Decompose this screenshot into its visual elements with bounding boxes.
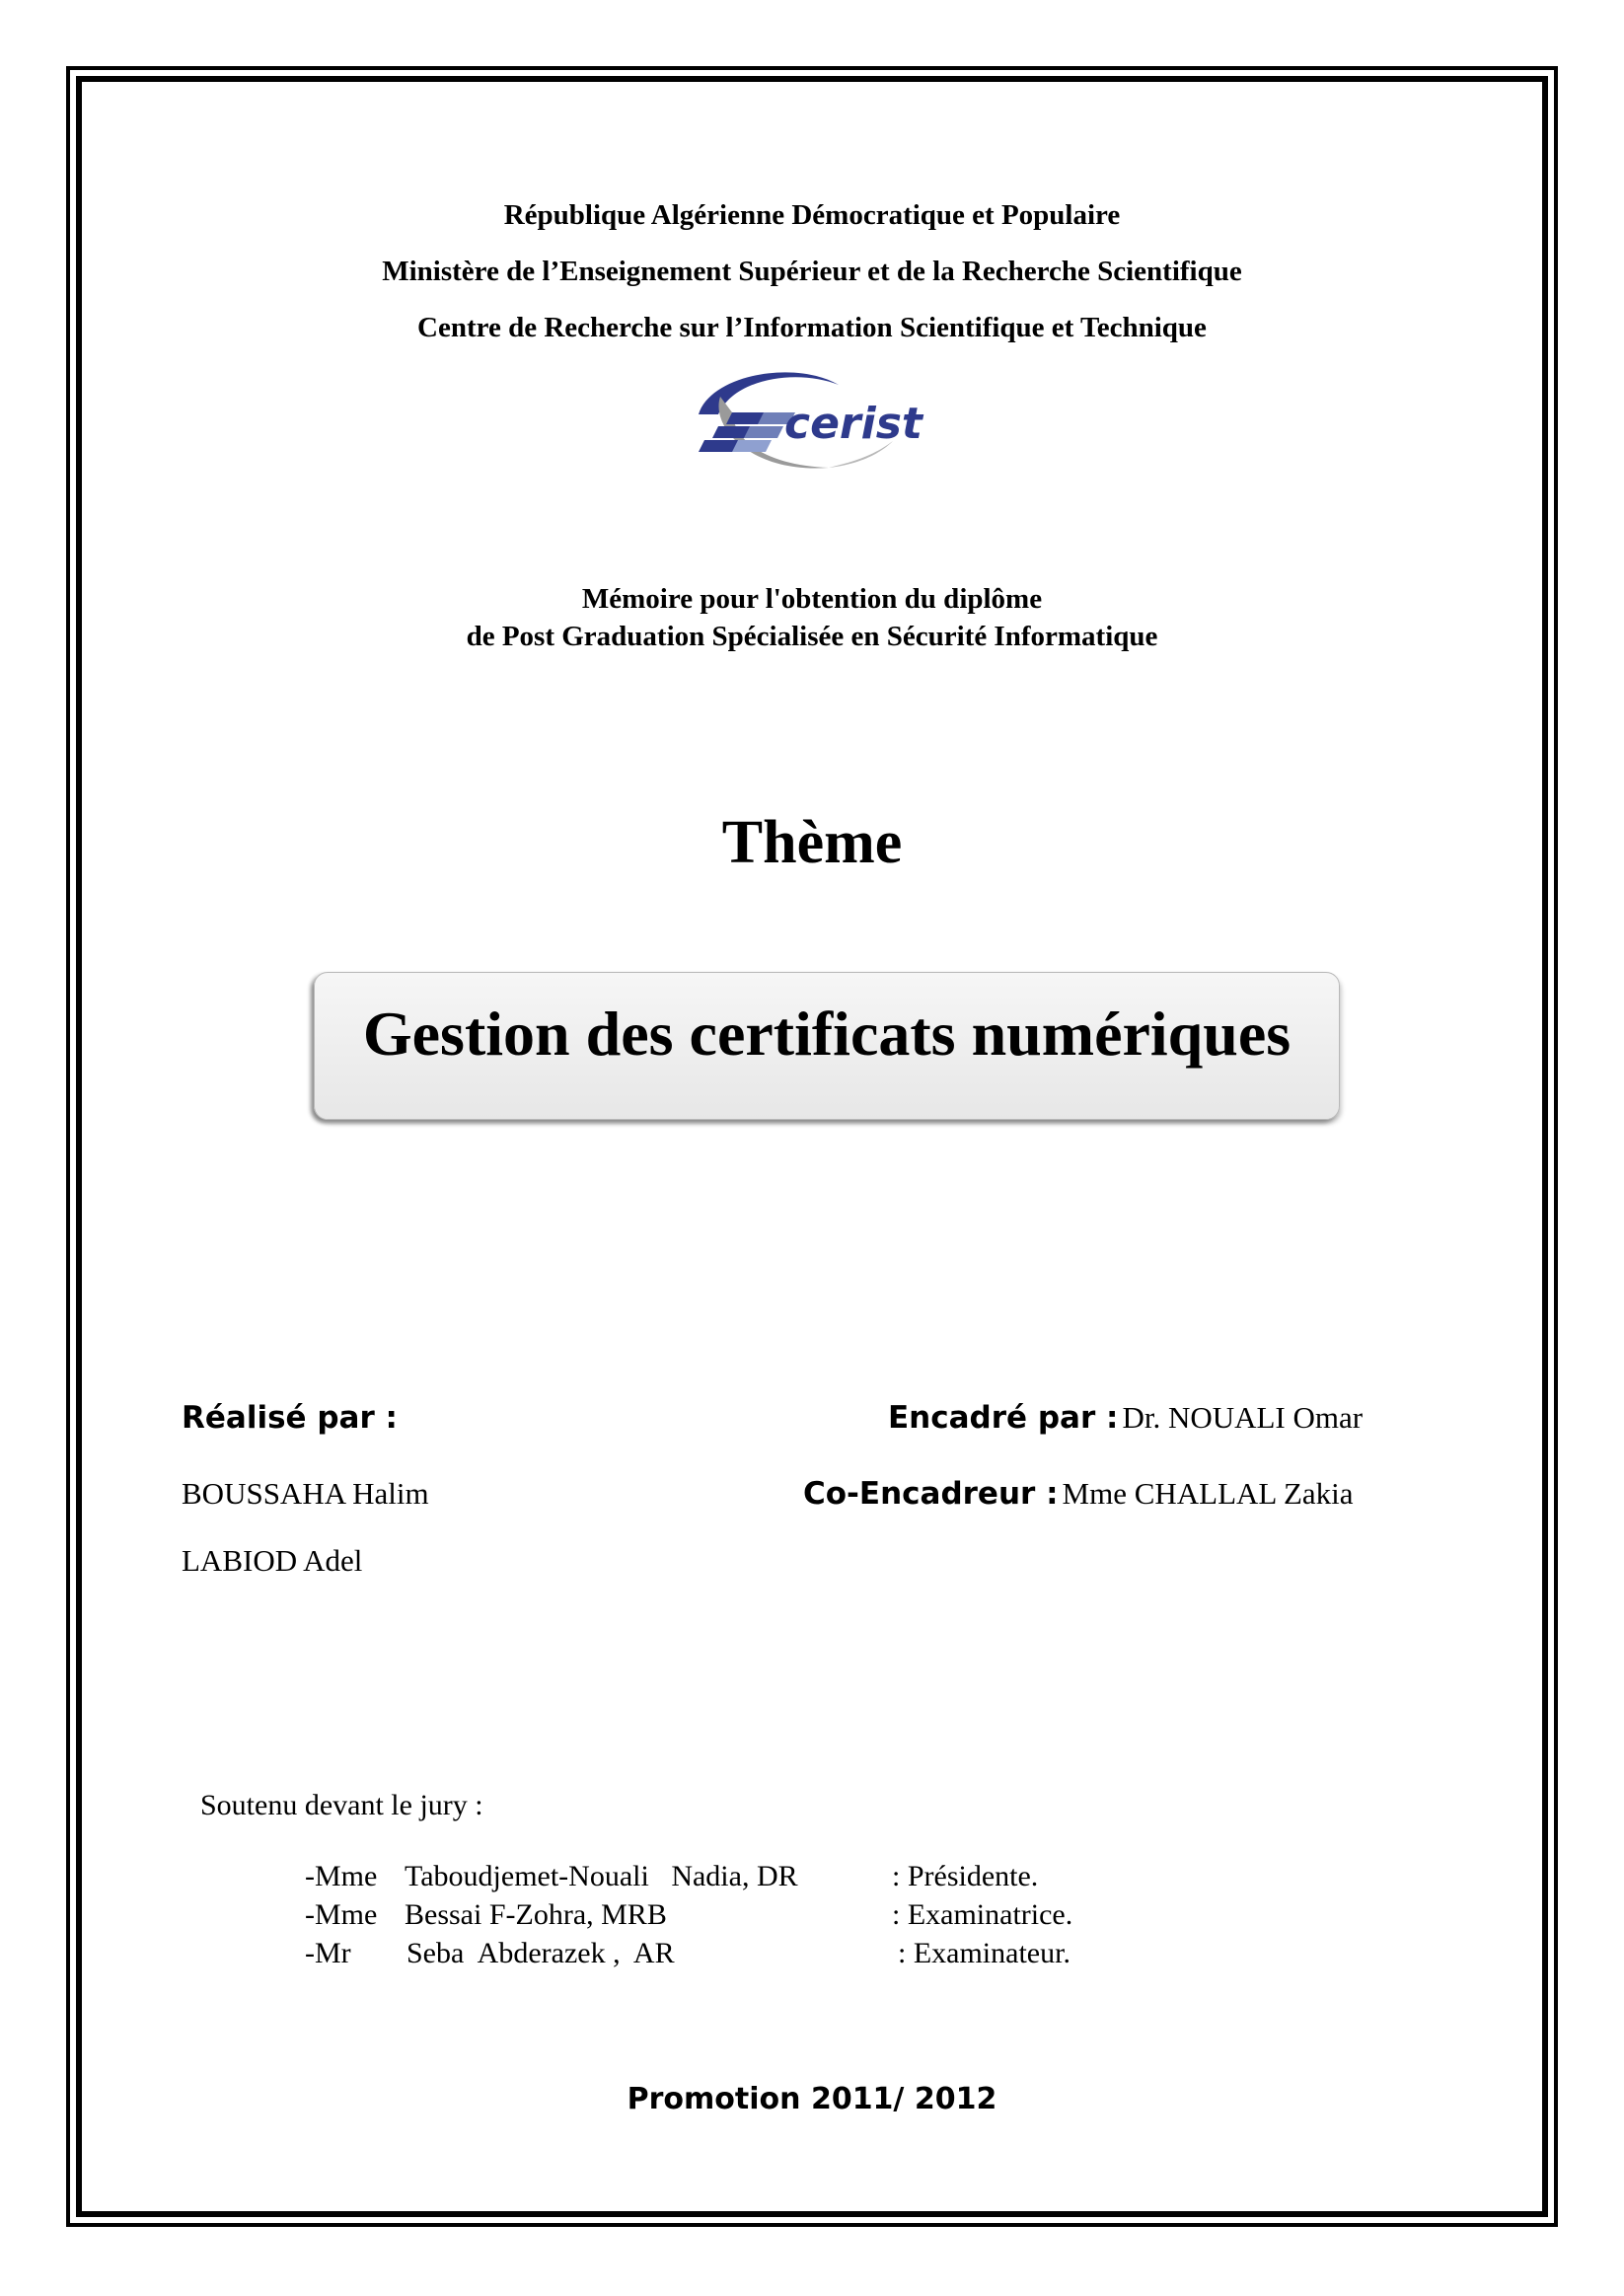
realise-par-label: Réalisé par : xyxy=(182,1400,398,1436)
encadre-par xyxy=(888,1398,1363,1444)
author-name: BOUSSAHA Halim xyxy=(182,1476,429,1511)
jury-member-role: : Examinatrice. xyxy=(892,1898,1073,1931)
jury-member-name: Taboudjemet-Nouali Nadia, DR xyxy=(405,1860,798,1892)
promotion-year: Promotion 2011/ 2012 xyxy=(627,2082,997,2116)
jury-member-name: Bessai F-Zohra, MRB xyxy=(405,1898,667,1931)
jury-member-title: -Mr xyxy=(305,1937,351,1969)
thesis-title-box xyxy=(314,972,1340,1120)
author-name: LABIOD Adel xyxy=(182,1543,363,1578)
jury-member-row xyxy=(0,1934,1624,1973)
co-encadreur-label: Co-Encadreur : xyxy=(803,1476,1059,1512)
jury-intro: Soutenu devant le jury : xyxy=(200,1789,483,1821)
memoire-title-line2: de Post Graduation Spécialisée en Sécurité Informatique xyxy=(466,621,1158,652)
theme-label: Thème xyxy=(721,809,903,876)
jury-member-title: -Mme xyxy=(305,1860,378,1892)
jury-member-title: -Mme xyxy=(305,1898,378,1931)
header-republique: République Algérienne Démocratique et Populaire xyxy=(503,199,1121,231)
memoire-title-line1: Mémoire pour l'obtention du diplôme xyxy=(581,583,1043,615)
jury-member-row xyxy=(0,1895,1624,1935)
header-ministere: Ministère de l’Enseignement Supérieur et de la Recherche Scientifique xyxy=(382,256,1242,287)
svg-text:cerist: cerist xyxy=(784,399,923,449)
cerist-logo-icon xyxy=(681,357,957,481)
co-encadreur-name: Mme CHALLAL Zakia xyxy=(1062,1476,1354,1511)
encadre-par-label: Encadré par : xyxy=(888,1400,1119,1436)
co-encadreur xyxy=(803,1474,1354,1519)
jury-member-role: : Examinateur. xyxy=(898,1937,1070,1969)
thesis-title: Gestion des certificats numériques xyxy=(362,999,1292,1069)
jury-member-row xyxy=(0,1857,1624,1896)
jury-member-name: Seba Abderazek , AR xyxy=(406,1937,675,1969)
jury-member-role: : Présidente. xyxy=(892,1860,1039,1892)
header-centre: Centre de Recherche sur l’Information Scientifique et Technique xyxy=(417,312,1207,343)
encadre-par-name: Dr. NOUALI Omar xyxy=(1122,1400,1364,1435)
